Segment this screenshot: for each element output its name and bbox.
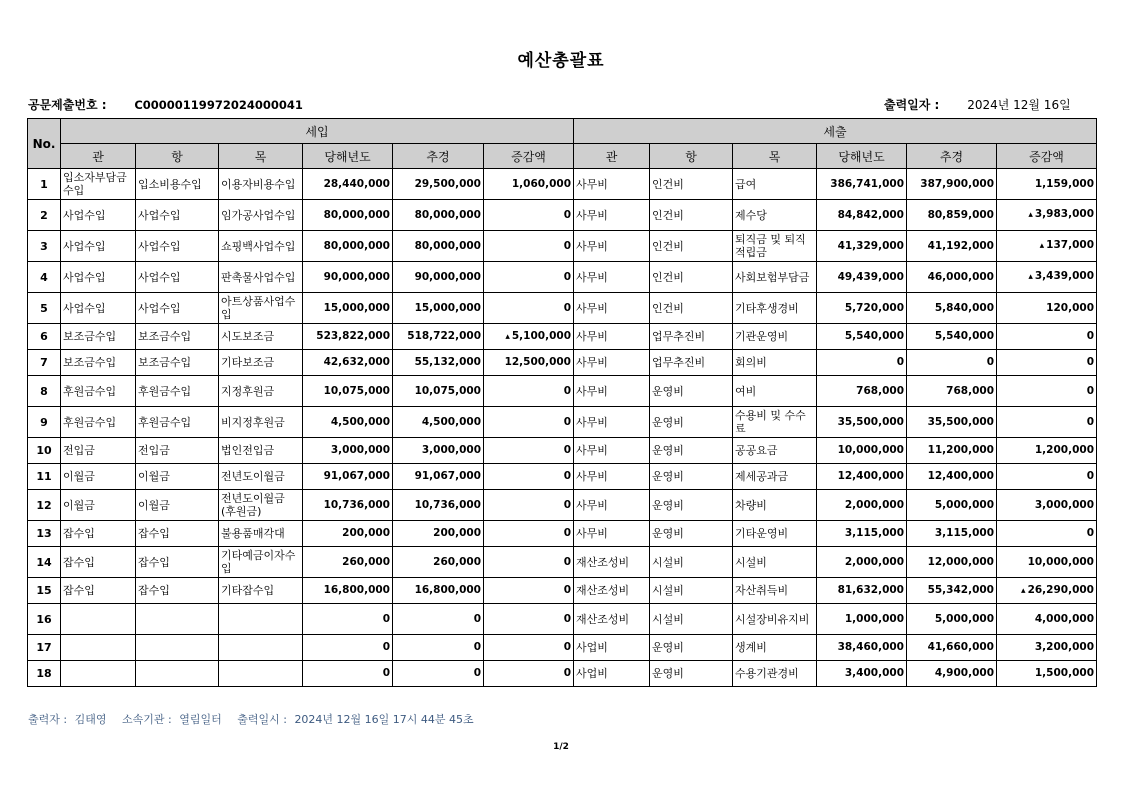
expense-supplementary-cell: 46,000,000 — [907, 262, 997, 293]
income-mok-cell — [219, 604, 303, 635]
income-current-cell: 260,000 — [303, 547, 393, 578]
income-change-cell: 0 — [484, 376, 574, 407]
row-number-cell: 8 — [28, 376, 61, 407]
income-gwan-cell: 입소자부담금수입 — [61, 169, 136, 200]
income-change-cell: 0 — [484, 293, 574, 324]
income-supplementary-cell: 80,000,000 — [393, 200, 484, 231]
expense-hang-cell: 운영비 — [650, 635, 733, 661]
income-change-cell: 0 — [484, 521, 574, 547]
row-number-cell: 9 — [28, 407, 61, 438]
expense-gwan-cell: 사업비 — [574, 635, 650, 661]
income-gwan-cell: 잡수입 — [61, 547, 136, 578]
income-hang-cell: 이월금 — [136, 464, 219, 490]
income-supplementary-cell: 90,000,000 — [393, 262, 484, 293]
income-current-cell: 0 — [303, 604, 393, 635]
expense-hang-cell: 운영비 — [650, 464, 733, 490]
expense-gwan-cell: 사무비 — [574, 169, 650, 200]
income-gwan-cell: 사업수입 — [61, 231, 136, 262]
table-row — [28, 407, 1097, 438]
income-supplementary-cell: 200,000 — [393, 521, 484, 547]
income-gwan-cell — [61, 635, 136, 661]
income-gwan-cell: 이월금 — [61, 464, 136, 490]
income-mok-cell: 기타잡수입 — [219, 578, 303, 604]
header-col: 당해년도 — [817, 144, 907, 169]
expense-current-cell: 5,540,000 — [817, 324, 907, 350]
income-change-cell: 0 — [484, 438, 574, 464]
income-gwan-cell: 후원금수입 — [61, 407, 136, 438]
expense-gwan-cell: 재산조성비 — [574, 578, 650, 604]
income-hang-cell — [136, 604, 219, 635]
expense-mok-cell: 수용비 및 수수료 — [733, 407, 817, 438]
expense-hang-cell: 인건비 — [650, 262, 733, 293]
table-row — [28, 464, 1097, 490]
income-change-cell: 0 — [484, 604, 574, 635]
expense-mok-cell: 사회보험부담금 — [733, 262, 817, 293]
table-row — [28, 293, 1097, 324]
expense-hang-cell: 인건비 — [650, 231, 733, 262]
expense-current-cell: 2,000,000 — [817, 547, 907, 578]
income-hang-cell: 잡수입 — [136, 521, 219, 547]
expense-change-cell: 0 — [997, 350, 1097, 376]
income-mok-cell: 판촉물사업수입 — [219, 262, 303, 293]
table-row — [28, 547, 1097, 578]
expense-mok-cell: 시설장비유지비 — [733, 604, 817, 635]
header-col: 추경 — [393, 144, 484, 169]
income-current-cell: 10,736,000 — [303, 490, 393, 521]
expense-hang-cell: 시설비 — [650, 578, 733, 604]
expense-mok-cell: 급여 — [733, 169, 817, 200]
header-col: 증감액 — [484, 144, 574, 169]
expense-mok-cell: 기타후생경비 — [733, 293, 817, 324]
income-hang-cell: 보조금수입 — [136, 324, 219, 350]
income-supplementary-cell: 3,000,000 — [393, 438, 484, 464]
expense-mok-cell: 여비 — [733, 376, 817, 407]
expense-mok-cell: 제세공과금 — [733, 464, 817, 490]
expense-gwan-cell: 사무비 — [574, 231, 650, 262]
expense-hang-cell: 인건비 — [650, 169, 733, 200]
header-col: 관 — [574, 144, 650, 169]
expense-gwan-cell: 사무비 — [574, 262, 650, 293]
income-gwan-cell: 사업수입 — [61, 262, 136, 293]
income-supplementary-cell: 80,000,000 — [393, 231, 484, 262]
income-mok-cell — [219, 661, 303, 687]
income-hang-cell: 잡수입 — [136, 547, 219, 578]
expense-supplementary-cell: 5,540,000 — [907, 324, 997, 350]
income-gwan-cell — [61, 661, 136, 687]
expense-current-cell: 41,329,000 — [817, 231, 907, 262]
income-mok-cell — [219, 635, 303, 661]
expense-supplementary-cell: 80,859,000 — [907, 200, 997, 231]
expense-hang-cell: 인건비 — [650, 200, 733, 231]
income-hang-cell — [136, 661, 219, 687]
income-change-cell: 0 — [484, 490, 574, 521]
expense-supplementary-cell: 12,400,000 — [907, 464, 997, 490]
expense-mok-cell: 기타운영비 — [733, 521, 817, 547]
table-row — [28, 438, 1097, 464]
expense-change-cell: 0 — [997, 521, 1097, 547]
income-gwan-cell: 잡수입 — [61, 578, 136, 604]
expense-hang-cell: 시설비 — [650, 604, 733, 635]
expense-current-cell: 81,632,000 — [817, 578, 907, 604]
expense-hang-cell: 운영비 — [650, 661, 733, 687]
row-number-cell: 13 — [28, 521, 61, 547]
income-mok-cell: 지정후원금 — [219, 376, 303, 407]
income-change-cell: 0 — [484, 661, 574, 687]
expense-gwan-cell: 사무비 — [574, 490, 650, 521]
header-col: 증감액 — [997, 144, 1097, 169]
income-mok-cell: 쇼핑백사업수입 — [219, 231, 303, 262]
expense-change-cell: 4,000,000 — [997, 604, 1097, 635]
income-change-cell: ▴ 5,100,000 — [484, 324, 574, 350]
header-row-group — [28, 119, 1097, 144]
expense-mok-cell: 회의비 — [733, 350, 817, 376]
income-mok-cell: 비지정후원금 — [219, 407, 303, 438]
print-time-label: 출력일시 : — [237, 713, 287, 726]
expense-supplementary-cell: 387,900,000 — [907, 169, 997, 200]
expense-supplementary-cell: 12,000,000 — [907, 547, 997, 578]
expense-current-cell: 84,842,000 — [817, 200, 907, 231]
expense-change-cell: 0 — [997, 407, 1097, 438]
expense-mok-cell: 자산취득비 — [733, 578, 817, 604]
income-current-cell: 80,000,000 — [303, 200, 393, 231]
income-supplementary-cell: 91,067,000 — [393, 464, 484, 490]
income-supplementary-cell: 260,000 — [393, 547, 484, 578]
table-row — [28, 169, 1097, 200]
income-change-cell: 0 — [484, 200, 574, 231]
expense-current-cell: 386,741,000 — [817, 169, 907, 200]
income-gwan-cell: 사업수입 — [61, 200, 136, 231]
expense-gwan-cell: 사무비 — [574, 407, 650, 438]
income-hang-cell: 이월금 — [136, 490, 219, 521]
income-gwan-cell: 이월금 — [61, 490, 136, 521]
income-change-cell: 12,500,000 — [484, 350, 574, 376]
expense-change-cell: ▴ 3,983,000 — [997, 200, 1097, 231]
expense-hang-cell: 운영비 — [650, 521, 733, 547]
expense-current-cell: 3,115,000 — [817, 521, 907, 547]
expense-hang-cell: 운영비 — [650, 407, 733, 438]
org-label: 소속기관 : — [121, 713, 172, 726]
expense-supplementary-cell: 11,200,000 — [907, 438, 997, 464]
income-mok-cell: 임가공사업수입 — [219, 200, 303, 231]
expense-supplementary-cell: 0 — [907, 350, 997, 376]
expense-mok-cell: 퇴직금 및 퇴직적립금 — [733, 231, 817, 262]
income-current-cell: 90,000,000 — [303, 262, 393, 293]
header-col: 추경 — [907, 144, 997, 169]
expense-gwan-cell: 사무비 — [574, 376, 650, 407]
expense-supplementary-cell: 5,000,000 — [907, 604, 997, 635]
header-col: 당해년도 — [303, 144, 393, 169]
income-current-cell: 0 — [303, 661, 393, 687]
print-date-value: 2024년 12월 16일 — [967, 98, 1071, 112]
row-number-cell: 11 — [28, 464, 61, 490]
expense-gwan-cell: 재산조성비 — [574, 604, 650, 635]
table-row — [28, 350, 1097, 376]
expense-change-cell: 0 — [997, 324, 1097, 350]
income-current-cell: 200,000 — [303, 521, 393, 547]
row-number-cell: 16 — [28, 604, 61, 635]
income-change-cell: 1,060,000 — [484, 169, 574, 200]
income-mok-cell: 법인전입금 — [219, 438, 303, 464]
expense-supplementary-cell: 4,900,000 — [907, 661, 997, 687]
table-row — [28, 200, 1097, 231]
header-expense: 세출 — [574, 119, 1097, 144]
income-supplementary-cell: 15,000,000 — [393, 293, 484, 324]
header-no: No. — [28, 119, 61, 169]
income-supplementary-cell: 29,500,000 — [393, 169, 484, 200]
expense-supplementary-cell: 768,000 — [907, 376, 997, 407]
income-supplementary-cell: 16,800,000 — [393, 578, 484, 604]
table-row — [28, 376, 1097, 407]
expense-supplementary-cell: 55,342,000 — [907, 578, 997, 604]
expense-hang-cell: 시설비 — [650, 547, 733, 578]
row-number-cell: 14 — [28, 547, 61, 578]
header-row-columns — [28, 144, 1097, 169]
income-supplementary-cell: 0 — [393, 661, 484, 687]
income-current-cell: 91,067,000 — [303, 464, 393, 490]
income-mok-cell: 아트상품사업수입 — [219, 293, 303, 324]
expense-mok-cell: 수용기관경비 — [733, 661, 817, 687]
expense-supplementary-cell: 3,115,000 — [907, 521, 997, 547]
expense-hang-cell: 운영비 — [650, 376, 733, 407]
income-mok-cell: 전년도이월금(후원금) — [219, 490, 303, 521]
header-income: 세입 — [61, 119, 574, 144]
expense-mok-cell: 차량비 — [733, 490, 817, 521]
row-number-cell: 2 — [28, 200, 61, 231]
income-hang-cell: 후원금수입 — [136, 407, 219, 438]
table-row — [28, 324, 1097, 350]
income-gwan-cell: 전입금 — [61, 438, 136, 464]
print-time-value: 2024년 12월 16일 17시 44분 45초 — [294, 713, 474, 726]
expense-change-cell: 1,200,000 — [997, 438, 1097, 464]
table-row — [28, 604, 1097, 635]
income-supplementary-cell: 0 — [393, 604, 484, 635]
income-current-cell: 3,000,000 — [303, 438, 393, 464]
expense-change-cell: 0 — [997, 376, 1097, 407]
row-number-cell: 4 — [28, 262, 61, 293]
income-mok-cell: 불용품매각대 — [219, 521, 303, 547]
income-mok-cell: 시도보조금 — [219, 324, 303, 350]
income-mok-cell: 이용자비용수입 — [219, 169, 303, 200]
income-supplementary-cell: 10,075,000 — [393, 376, 484, 407]
income-gwan-cell: 보조금수입 — [61, 350, 136, 376]
income-change-cell: 0 — [484, 635, 574, 661]
row-number-cell: 7 — [28, 350, 61, 376]
income-mok-cell: 기타보조금 — [219, 350, 303, 376]
income-hang-cell: 잡수입 — [136, 578, 219, 604]
expense-gwan-cell: 사업비 — [574, 661, 650, 687]
income-change-cell: 0 — [484, 464, 574, 490]
income-current-cell: 0 — [303, 635, 393, 661]
header-col: 목 — [733, 144, 817, 169]
header-col: 항 — [650, 144, 733, 169]
income-current-cell: 523,822,000 — [303, 324, 393, 350]
row-number-cell: 1 — [28, 169, 61, 200]
expense-hang-cell: 운영비 — [650, 490, 733, 521]
row-number-cell: 3 — [28, 231, 61, 262]
expense-gwan-cell: 사무비 — [574, 464, 650, 490]
income-hang-cell: 사업수입 — [136, 262, 219, 293]
header-col: 목 — [219, 144, 303, 169]
income-change-cell: 0 — [484, 262, 574, 293]
expense-change-cell: ▴ 137,000 — [997, 231, 1097, 262]
income-gwan-cell: 사업수입 — [61, 293, 136, 324]
expense-gwan-cell: 사무비 — [574, 200, 650, 231]
expense-gwan-cell: 사무비 — [574, 350, 650, 376]
row-number-cell: 6 — [28, 324, 61, 350]
income-hang-cell: 사업수입 — [136, 293, 219, 324]
header-col: 항 — [136, 144, 219, 169]
expense-change-cell: 3,200,000 — [997, 635, 1097, 661]
expense-change-cell: 1,500,000 — [997, 661, 1097, 687]
income-hang-cell: 후원금수입 — [136, 376, 219, 407]
expense-change-cell: 1,159,000 — [997, 169, 1097, 200]
expense-hang-cell: 업무추진비 — [650, 350, 733, 376]
row-number-cell: 5 — [28, 293, 61, 324]
expense-gwan-cell: 사무비 — [574, 324, 650, 350]
printer-name: 김태영 — [74, 713, 107, 726]
expense-change-cell: 3,000,000 — [997, 490, 1097, 521]
income-hang-cell: 보조금수입 — [136, 350, 219, 376]
row-number-cell: 12 — [28, 490, 61, 521]
header-col: 관 — [61, 144, 136, 169]
income-hang-cell: 사업수입 — [136, 200, 219, 231]
income-hang-cell: 입소비용수입 — [136, 169, 219, 200]
income-mok-cell: 기타예금이자수입 — [219, 547, 303, 578]
income-current-cell: 15,000,000 — [303, 293, 393, 324]
expense-gwan-cell: 재산조성비 — [574, 547, 650, 578]
expense-change-cell: ▴ 3,439,000 — [997, 262, 1097, 293]
expense-current-cell: 49,439,000 — [817, 262, 907, 293]
income-hang-cell: 사업수입 — [136, 231, 219, 262]
table-row — [28, 231, 1097, 262]
expense-mok-cell: 시설비 — [733, 547, 817, 578]
table-row — [28, 490, 1097, 521]
income-current-cell: 42,632,000 — [303, 350, 393, 376]
income-current-cell: 4,500,000 — [303, 407, 393, 438]
document-number-value: C00000119972024000041 — [134, 98, 303, 112]
row-number-cell: 10 — [28, 438, 61, 464]
expense-mok-cell: 생계비 — [733, 635, 817, 661]
expense-current-cell: 2,000,000 — [817, 490, 907, 521]
expense-current-cell: 0 — [817, 350, 907, 376]
expense-gwan-cell: 사무비 — [574, 293, 650, 324]
table-row — [28, 262, 1097, 293]
print-date — [884, 96, 1071, 113]
expense-current-cell: 38,460,000 — [817, 635, 907, 661]
expense-gwan-cell: 사무비 — [574, 521, 650, 547]
print-footer — [28, 711, 486, 727]
income-supplementary-cell: 4,500,000 — [393, 407, 484, 438]
income-hang-cell — [136, 635, 219, 661]
expense-current-cell: 35,500,000 — [817, 407, 907, 438]
printer-label: 출력자 : — [28, 713, 68, 726]
expense-change-cell: ▴ 26,290,000 — [997, 578, 1097, 604]
expense-current-cell: 1,000,000 — [817, 604, 907, 635]
income-current-cell: 28,440,000 — [303, 169, 393, 200]
expense-hang-cell: 운영비 — [650, 438, 733, 464]
row-number-cell: 18 — [28, 661, 61, 687]
expense-mok-cell: 제수당 — [733, 200, 817, 231]
income-change-cell: 0 — [484, 547, 574, 578]
income-current-cell: 16,800,000 — [303, 578, 393, 604]
expense-current-cell: 768,000 — [817, 376, 907, 407]
income-gwan-cell: 보조금수입 — [61, 324, 136, 350]
income-mok-cell: 전년도이월금 — [219, 464, 303, 490]
table-row — [28, 521, 1097, 547]
income-supplementary-cell: 10,736,000 — [393, 490, 484, 521]
income-gwan-cell — [61, 604, 136, 635]
income-change-cell: 0 — [484, 578, 574, 604]
expense-supplementary-cell: 41,192,000 — [907, 231, 997, 262]
row-number-cell: 17 — [28, 635, 61, 661]
page-title: 예산총괄표 — [517, 51, 605, 71]
expense-mok-cell: 공공요금 — [733, 438, 817, 464]
income-supplementary-cell: 0 — [393, 635, 484, 661]
expense-current-cell: 10,000,000 — [817, 438, 907, 464]
income-supplementary-cell: 518,722,000 — [393, 324, 484, 350]
expense-supplementary-cell: 35,500,000 — [907, 407, 997, 438]
income-gwan-cell: 후원금수입 — [61, 376, 136, 407]
expense-change-cell: 120,000 — [997, 293, 1097, 324]
income-current-cell: 80,000,000 — [303, 231, 393, 262]
budget-summary-table — [27, 118, 1097, 687]
income-change-cell: 0 — [484, 407, 574, 438]
page-number: 1/2 — [553, 742, 569, 752]
income-supplementary-cell: 55,132,000 — [393, 350, 484, 376]
expense-gwan-cell: 사무비 — [574, 438, 650, 464]
document-number — [28, 96, 303, 113]
table-row — [28, 635, 1097, 661]
expense-mok-cell: 기관운영비 — [733, 324, 817, 350]
expense-supplementary-cell: 41,660,000 — [907, 635, 997, 661]
expense-supplementary-cell: 5,000,000 — [907, 490, 997, 521]
income-gwan-cell: 잡수입 — [61, 521, 136, 547]
table-row — [28, 661, 1097, 687]
income-hang-cell: 전입금 — [136, 438, 219, 464]
expense-hang-cell: 업무추진비 — [650, 324, 733, 350]
income-current-cell: 10,075,000 — [303, 376, 393, 407]
expense-supplementary-cell: 5,840,000 — [907, 293, 997, 324]
expense-current-cell: 12,400,000 — [817, 464, 907, 490]
income-change-cell: 0 — [484, 231, 574, 262]
print-date-label: 출력일자 : — [884, 98, 940, 112]
expense-hang-cell: 인건비 — [650, 293, 733, 324]
expense-change-cell: 0 — [997, 464, 1097, 490]
expense-change-cell: 10,000,000 — [997, 547, 1097, 578]
expense-current-cell: 3,400,000 — [817, 661, 907, 687]
expense-current-cell: 5,720,000 — [817, 293, 907, 324]
table-row — [28, 578, 1097, 604]
document-number-label: 공문제출번호 : — [28, 98, 107, 112]
org-name: 열림일터 — [179, 713, 222, 726]
row-number-cell: 15 — [28, 578, 61, 604]
